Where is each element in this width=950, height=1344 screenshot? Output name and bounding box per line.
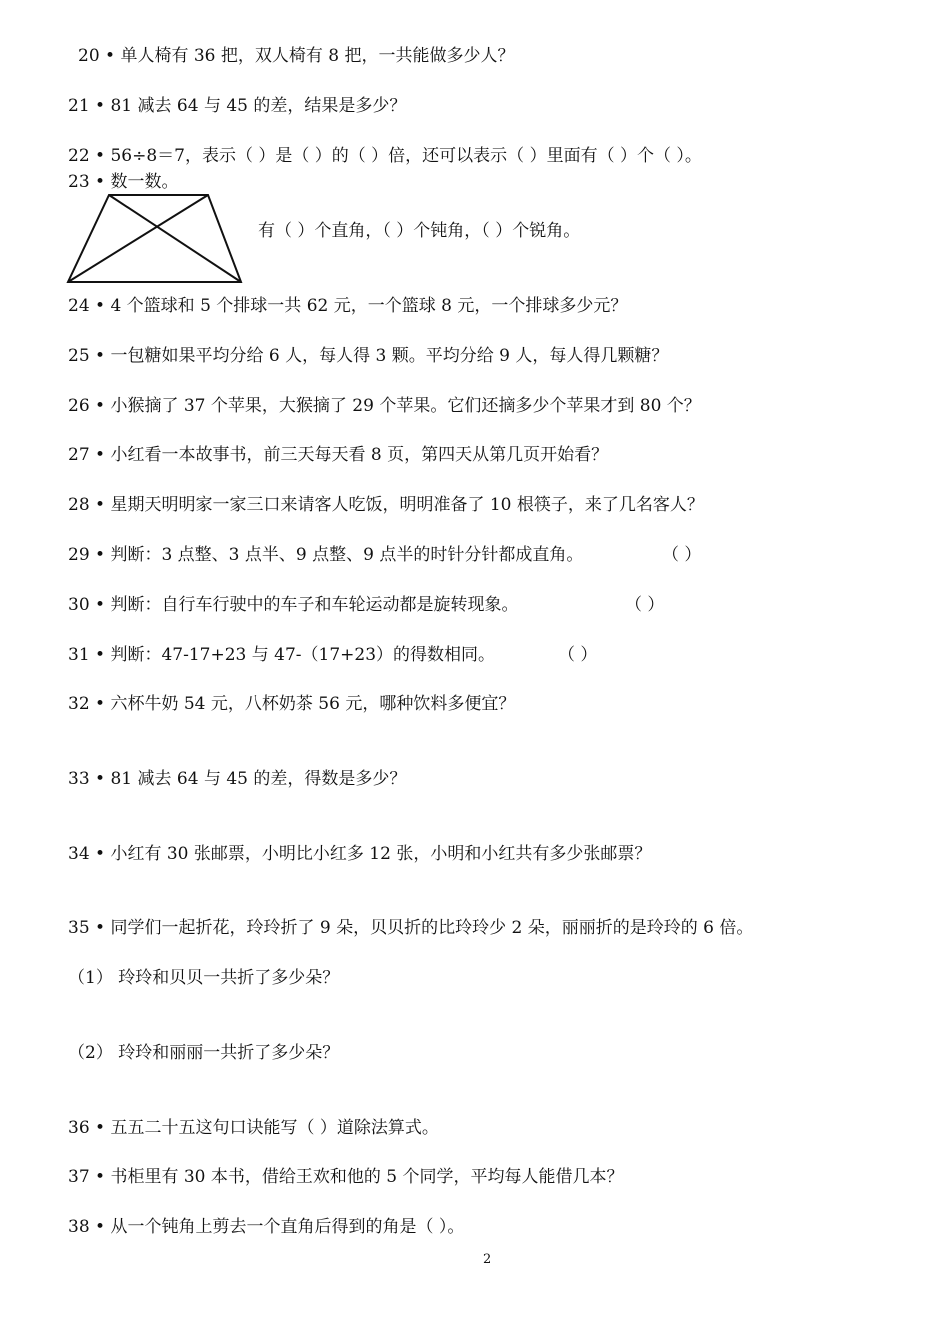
q24: 24 • 4 个篮球和 5 个排球一共 62 元，一个篮球 8 元，一个排球多少元？ bbox=[68, 296, 628, 316]
q31-answer-paren: （ ） bbox=[558, 645, 598, 665]
q35-sub-2: （2） 玲玲和丽丽一共折了多少朵？ bbox=[68, 1043, 340, 1063]
q20: 20 • 单人椅有 36 把，双人椅有 8 把，一共能做多少人？ bbox=[78, 46, 515, 66]
q32: 32 • 六杯牛奶 54 元，八杯奶茶 56 元，哪种饮料多便宜？ bbox=[68, 694, 516, 714]
q37: 37 • 书柜里有 30 本书，借给王欢和他的 5 个同学，平均每人能借几本？ bbox=[68, 1167, 624, 1187]
q29-answer-paren: （ ） bbox=[662, 545, 702, 565]
q27: 27 • 小红看一本故事书，前三天每天看 8 页，第四天从第几页开始看？ bbox=[68, 445, 609, 465]
q26: 26 • 小猴摘了 37 个苹果，大猴摘了 29 个苹果。它们还摘多少个苹果才到 80 个？ bbox=[68, 396, 701, 416]
q36: 36 • 五五二十五这句口诀能写（ ）道除法算式。 bbox=[68, 1118, 439, 1138]
q23: 23 • 数一数。 bbox=[68, 172, 179, 192]
q30: 30 • 判断：自行车行驶中的车子和车轮运动都是旋转现象。 bbox=[68, 595, 519, 615]
page-number: 2 bbox=[483, 1252, 492, 1267]
q23-fill-line: 有（ ）个直角，（ ）个钝角，（ ）个锐角。 bbox=[258, 221, 581, 241]
q35-sub-1: （1） 玲玲和贝贝一共折了多少朵？ bbox=[68, 968, 340, 988]
trapezoid-outline bbox=[68, 195, 241, 282]
q28: 28 • 星期天明明家一家三口来请客人吃饭，明明准备了 10 根筷子，来了几名客人？ bbox=[68, 495, 704, 515]
trapezoid-diagonal-2 bbox=[68, 195, 208, 282]
q31: 31 • 判断：47-17+23 与 47-（17+23）的得数相同。 bbox=[68, 645, 496, 665]
q22: 22 • 56÷8＝7，表示（ ）是（ ）的（ ）倍，还可以表示（ ）里面有（ ）个（ ）。 bbox=[68, 146, 702, 166]
q34: 34 • 小红有 30 张邮票，小明比小红多 12 张，小明和小红共有多少张邮票？ bbox=[68, 844, 652, 864]
q38: 38 • 从一个钝角上剪去一个直角后得到的角是（ ）。 bbox=[68, 1217, 465, 1237]
trapezoid-diagonal-1 bbox=[109, 195, 241, 282]
q29: 29 • 判断：3 点整、3 点半、9 点整、9 点半的时针分针都成直角。 bbox=[68, 545, 584, 565]
q25: 25 • 一包糖如果平均分给 6 人，每人得 3 颗。平均分给 9 人，每人得几颗糖？ bbox=[68, 346, 669, 366]
q30-answer-paren: （ ） bbox=[625, 595, 665, 615]
q21: 21 • 81 减去 64 与 45 的差，结果是多少？ bbox=[68, 96, 407, 116]
q33: 33 • 81 减去 64 与 45 的差，得数是多少？ bbox=[68, 769, 407, 789]
q35: 35 • 同学们一起折花，玲玲折了 9 朵，贝贝折的比玲玲少 2 朵，丽丽折的是玲玲的 6 倍。 bbox=[68, 918, 754, 938]
